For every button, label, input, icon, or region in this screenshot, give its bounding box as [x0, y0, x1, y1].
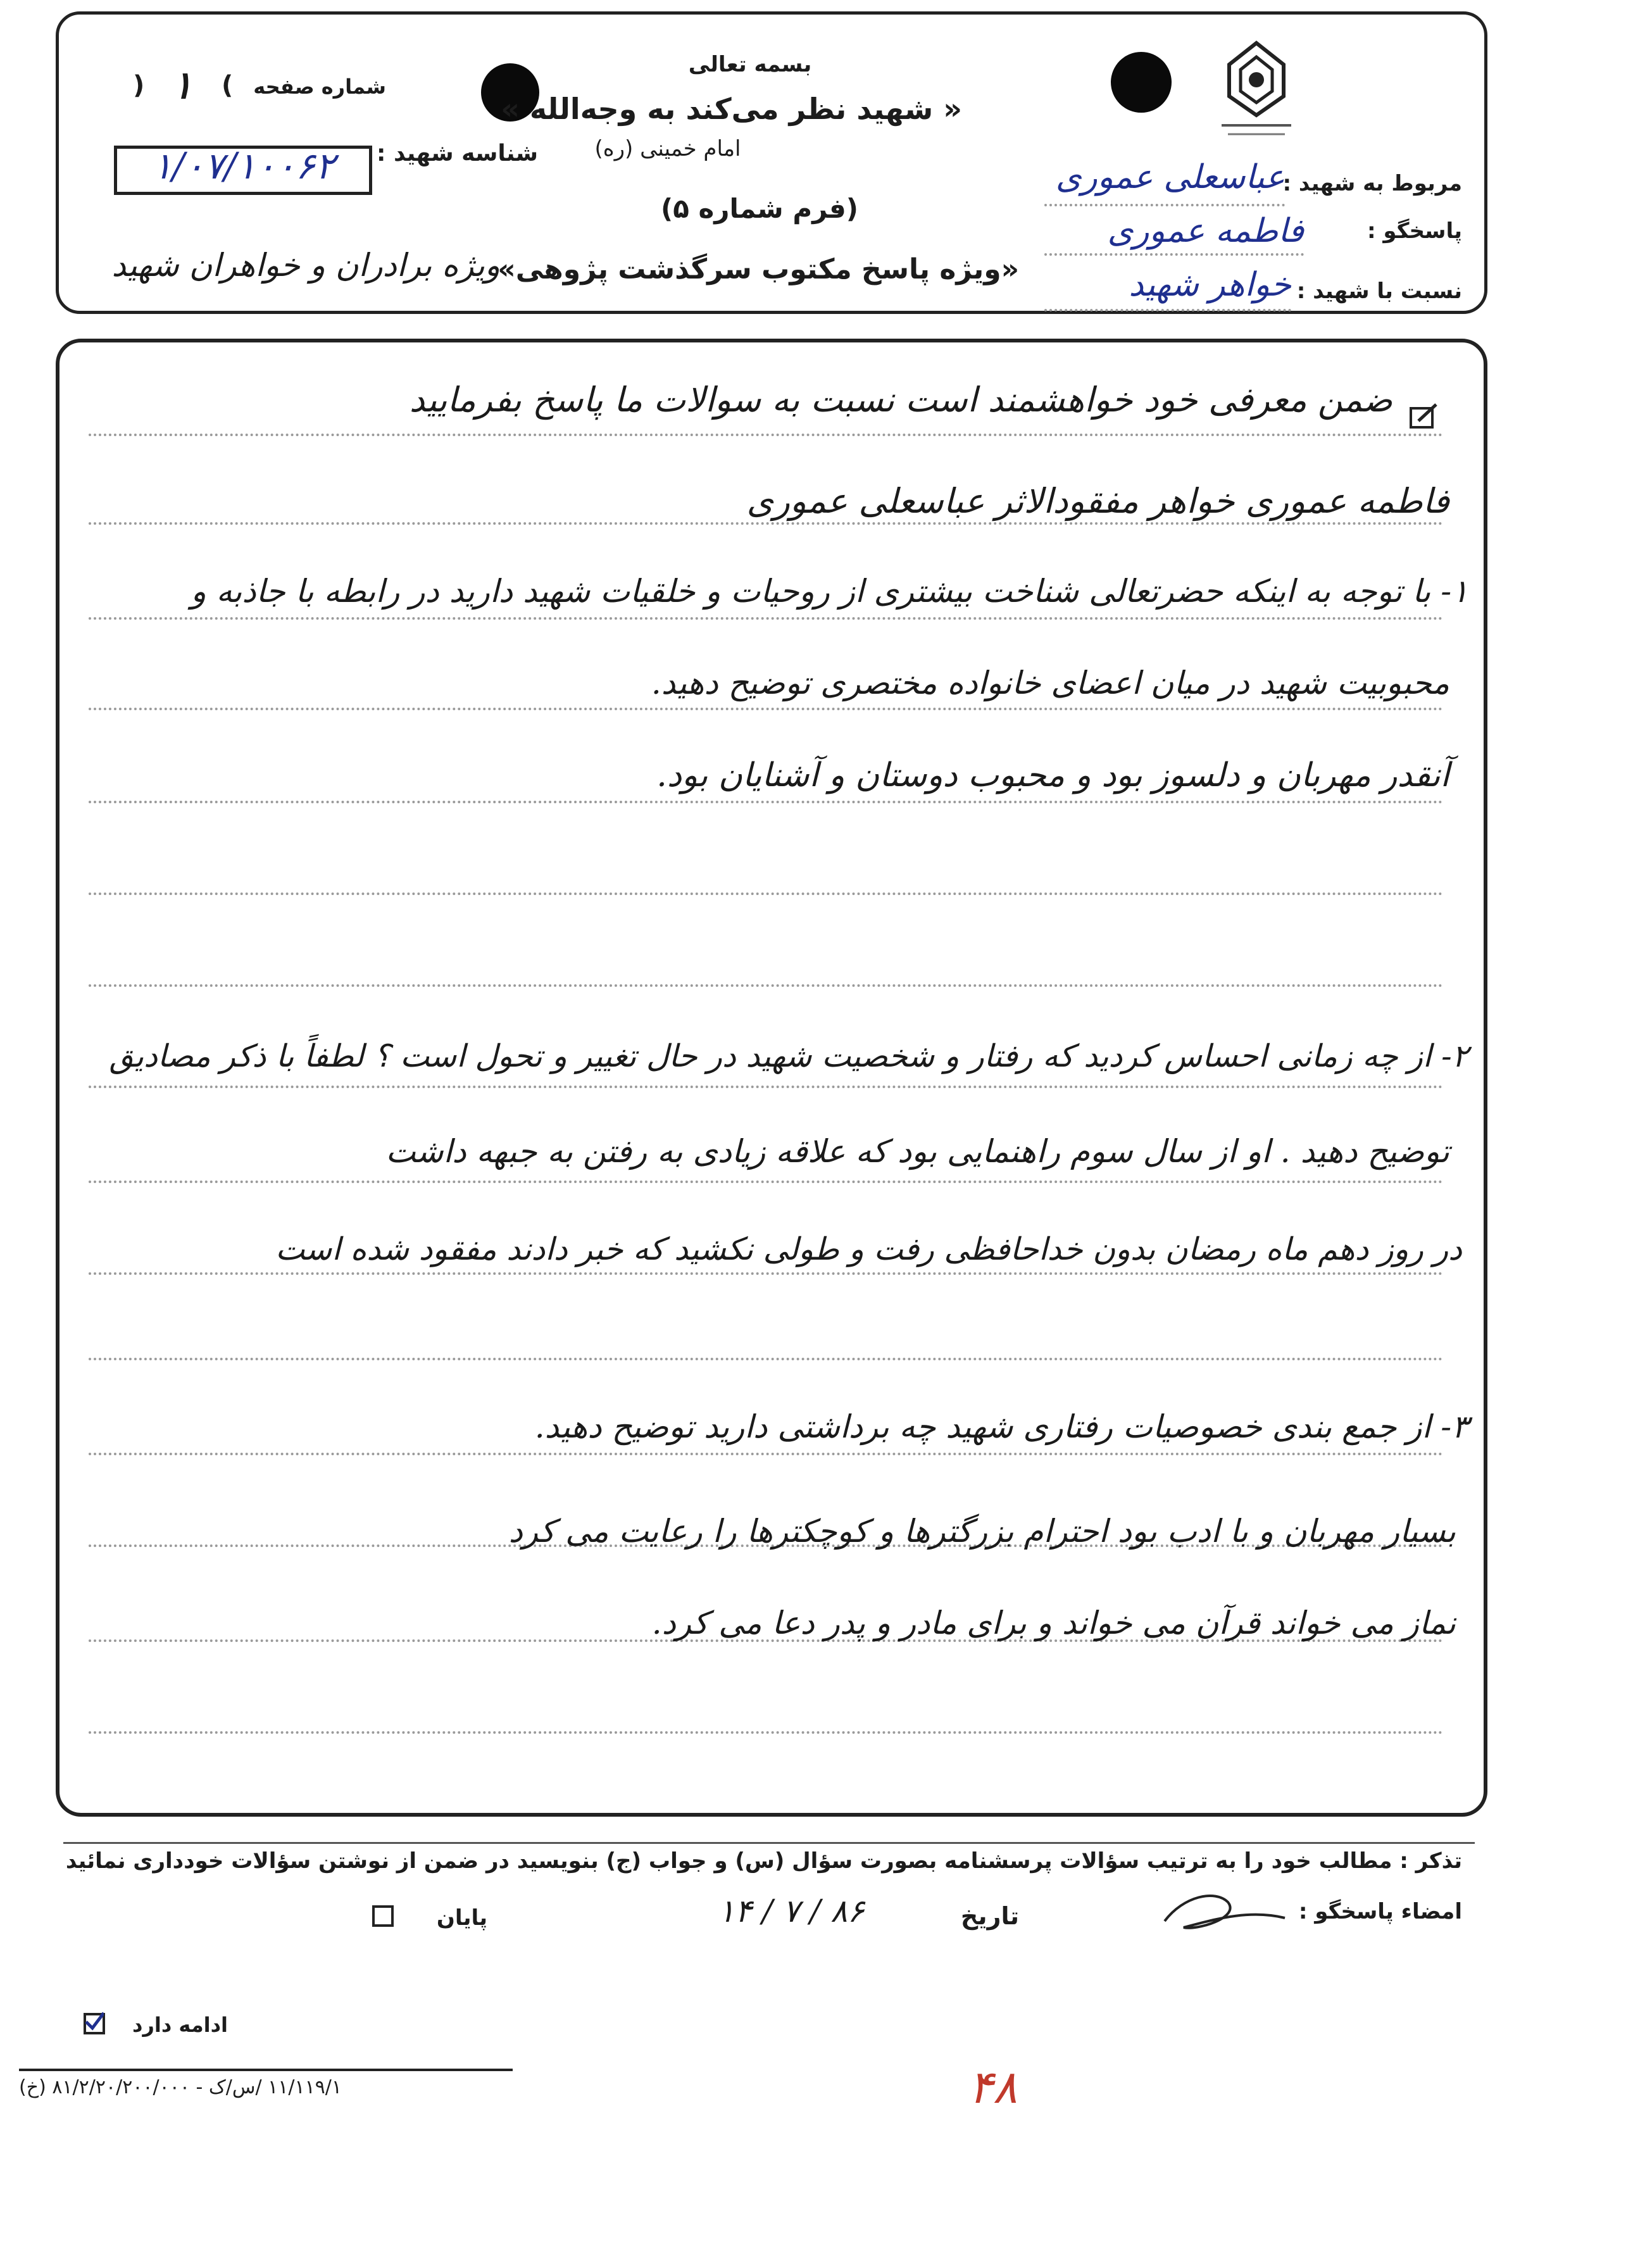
print-code: ۱۱/۱۱۹/۱ /س/ک - ۸۱/۲/۲۰/۲۰۰/۰۰۰ (خ) — [19, 2076, 342, 2098]
end-label: پایان — [436, 1905, 487, 1931]
ink-blot-icon — [1111, 52, 1172, 113]
relation-label: نسبت با شهید : — [1296, 279, 1462, 304]
question-1-line-1: ۱- با توجه به اینکه حضرتعالی شناخت بیشتری از روحیات و خلقیات شهید دارید در رابطه با جاذبه و — [191, 573, 1468, 610]
ruled-line — [89, 1272, 1443, 1275]
signature-icon — [1158, 1883, 1291, 1940]
answer-3-line-2: نماز می خواند قرآن می خواند و برای مادر و پدر دعا می کرد. — [651, 1605, 1456, 1641]
related-to-value: عباسعلی عموری — [1055, 158, 1285, 196]
date-value: ۸۶ / ۷ / ۱۴ — [718, 1893, 865, 1929]
intro-answer: فاطمه عموری خواهر مفقودالاثر عباسعلی عموری — [746, 481, 1449, 521]
continue-label: ادامه دارد — [132, 2013, 228, 2037]
ruled-line — [89, 1731, 1443, 1734]
date-label: تاریخ — [960, 1902, 1019, 1930]
ruled-line — [89, 1086, 1443, 1088]
page-number-label: شماره صفحه — [253, 75, 386, 99]
continue-checkbox[interactable] — [84, 2013, 105, 2034]
relation-value: خواهر شهید — [1129, 266, 1291, 304]
pen-note-icon — [1408, 402, 1440, 431]
answer-3-line-1: بسیار مهربان و با ادب بود احترام بزرگترها و کوچکترها را رعایت می کرد — [508, 1513, 1456, 1550]
related-to-dotted — [1044, 204, 1285, 206]
ruled-line — [89, 617, 1443, 620]
ruled-line — [89, 1453, 1443, 1455]
question-3: ۳- از جمع بندی خصوصیات رفتاری شهید چه برداشتی دارید توضیح دهید. — [534, 1408, 1468, 1445]
answer-2: در روز دهم ماه رمضان بدون خداحافظی رفت و طولی نکشید که خبر دادند مفقود شده است — [275, 1231, 1462, 1267]
end-checkbox[interactable] — [372, 1905, 394, 1927]
ruled-line — [89, 984, 1443, 987]
respondent-label: پاسخگو : — [1367, 218, 1462, 244]
foundation-emblem-icon — [1209, 38, 1304, 146]
answer-frame — [56, 339, 1487, 1817]
footer-note: تذکر : مطالب خود را به ترتیب سؤالات پرسشنامه بصورت سؤال (س) و جواب (ج) بنویسید در ضمن از نوشتن سؤالات خودداری نمائید — [65, 1848, 1462, 1874]
related-to-label: مربوط به شهید : — [1282, 171, 1462, 196]
page-number-close: ( — [222, 71, 234, 100]
page-number-open: ) — [133, 71, 145, 100]
ruled-line — [89, 893, 1443, 895]
ruled-line — [89, 434, 1443, 436]
form-subtitle: «ویژه پاسخ مکتوب سرگذشت پژوهی» — [497, 253, 1019, 285]
form-number: (فرم شماره ۵) — [661, 193, 858, 224]
page-number-value: ۱ — [172, 63, 193, 108]
quote-author: امام خمینی (ره) — [594, 136, 741, 161]
ruled-line — [89, 1358, 1443, 1360]
intro-text: ضمن معرفی خود خواهشمند است نسبت به سوالات ما پاسخ بفرمایید — [409, 380, 1392, 420]
header-quote: « شهید نظر می‌کند به وجه‌الله » — [501, 92, 962, 126]
ruled-line — [89, 801, 1443, 803]
bismillah: بسمه تعالی — [688, 52, 812, 77]
form-subtitle-handwritten: ویژه برادران و خواهران شهید — [111, 247, 500, 284]
martyr-id-value: ۱/۰۷/۱۰۰۶۲ — [152, 144, 335, 187]
question-2-line-2: توضیح دهید . او از سال سوم راهنمایی بود که علاقه زیادی به رفتن به جبهه داشت — [385, 1133, 1449, 1170]
answer-1: آنقدر مهربان و دلسوز بود و محبوب دوستان و آشنایان بود. — [656, 756, 1449, 794]
relation-dotted — [1044, 309, 1291, 311]
respondent-value: فاطمه عموری — [1107, 212, 1304, 250]
ruled-line — [89, 1181, 1443, 1183]
question-1-line-2: محبوبیت شهید در میان اعضای خانواده مختصری توضیح دهید. — [651, 665, 1449, 701]
page-mark: ۴۸ — [968, 2060, 1018, 2114]
ruled-line — [89, 708, 1443, 710]
ruled-line — [89, 522, 1443, 525]
question-2-line-1: ۲- از چه زمانی احساس کردید که رفتار و شخصیت شهید در حال تغییر و تحول است ؟ لطفاً با ذکر مصادیق — [109, 1038, 1468, 1074]
martyr-id-label: شناسه شهید : — [377, 141, 538, 166]
respondent-dotted — [1044, 253, 1304, 256]
print-code-divider — [19, 2069, 513, 2071]
footer-divider — [63, 1842, 1475, 1844]
signature-label: امضاء پاسخگو : — [1298, 1899, 1462, 1924]
